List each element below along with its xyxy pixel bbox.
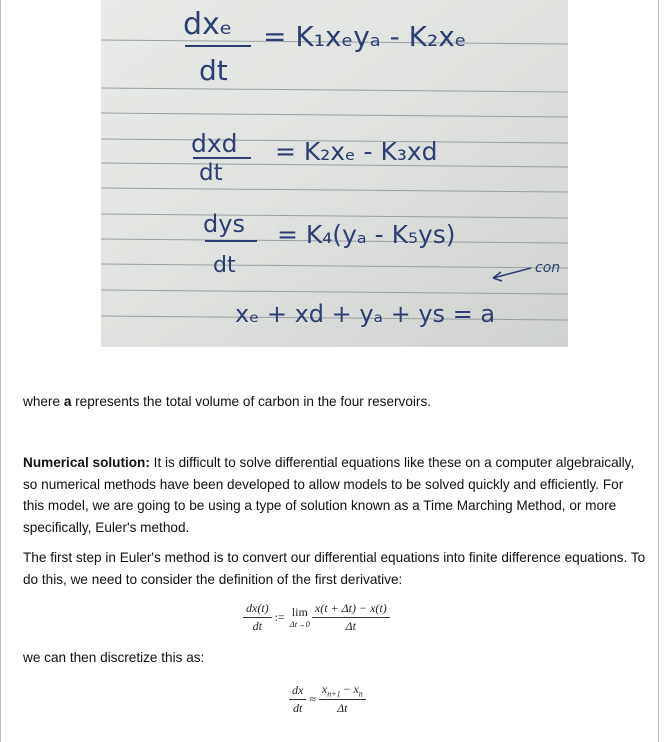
eq1-numerator: dxₑ [183,7,233,42]
handwritten-equations-photo [101,0,568,347]
where-variable-a: a [63,394,72,409]
approx-operator: ≈ [309,691,316,706]
eq2-rhs: = K₂xₑ - K₃xd [275,137,438,166]
assign-operator: := [274,610,285,624]
where-text-1: where [23,394,64,409]
numerical-solution-body: It is difficult to solve differential equations like these on a computer algebraically, so numerical methods have been developed to allow models to be solved quickly and efficiently. For this model, we are going to be using a type of solution known as a Time Marching Method, or more specifically, Euler's method. [23,455,635,535]
formula2-lhs: $\frac{dx}{dt}$ [289,683,306,716]
page-border-right [658,0,659,742]
where-paragraph [23,391,648,413]
discretization-formula [289,682,366,716]
first-step-text: The first step in Euler's method is to convert our differential equations into finite difference equations. To do this, we need to consider the definition of the first derivative: [23,550,646,587]
formula1-rhs: $\frac{x(t + \Delta t) - x(t)}{\Delta t}$ [312,601,390,634]
margin-note: con [535,260,561,276]
where-text-2: represents the total volume of carbon in the four reservoirs. [71,394,432,409]
formula1-lhs: $\frac{dx(t)}{dt}$ [243,601,272,634]
eq4-constraint: xₑ + xd + yₐ + ys = a [235,300,496,328]
eq3-denominator: dt [213,253,236,278]
first-step-paragraph [23,547,648,590]
eq1-rhs: = K₁xₑyₐ - K₂xₑ [263,20,467,53]
eq1-denominator: dt [199,54,228,87]
eq2-numerator: dxd [191,129,238,158]
numerical-solution-label: Numerical solution: [23,455,150,470]
discretize-text: we can then discretize this as: [23,650,205,665]
page-border-left [0,0,1,742]
eq2-denominator: dt [199,160,223,186]
numerical-solution-paragraph [23,452,648,538]
formula2-rhs: $\frac{x_{n+1} - x_n}{\Delta t}$ [319,682,366,716]
discretize-paragraph [23,647,648,669]
limit-operator: lim Δt→0 [289,604,310,629]
eq3-rhs: = K₄(yₐ - K₅ys) [277,220,456,249]
eq3-numerator: dys [203,210,245,238]
notebook-paper [101,0,568,347]
derivative-definition-formula [243,601,390,634]
